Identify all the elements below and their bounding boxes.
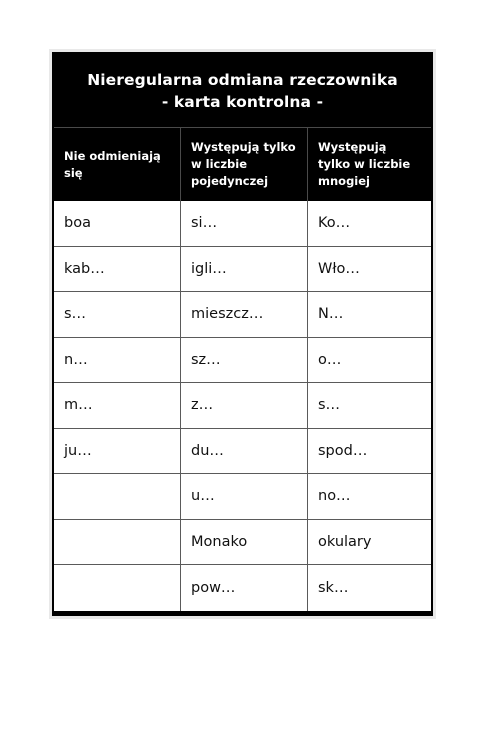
card-title <box>54 54 431 127</box>
cell-indeclinable: n… <box>54 338 181 383</box>
table-header <box>54 128 431 201</box>
cell-indeclinable <box>54 565 181 611</box>
table-row <box>54 565 431 611</box>
cell-singular-only: mieszcz… <box>181 292 308 337</box>
table-row <box>54 201 431 247</box>
control-card <box>52 52 433 616</box>
cell-plural-only: Ko… <box>318 215 351 232</box>
table-row <box>54 383 431 429</box>
table-body <box>54 201 431 611</box>
cell-singular-only: du… <box>181 429 308 474</box>
table-row <box>54 292 431 338</box>
cell-indeclinable: kab… <box>54 247 181 292</box>
header-indeclinable: Nie odmieniają się <box>54 128 181 201</box>
table-row <box>54 520 431 566</box>
cell-plural-only: N… <box>318 306 344 323</box>
table-row <box>54 474 431 520</box>
header-singular-only: Występują tylko w liczbie pojedynczej <box>181 128 308 201</box>
cell-plural-only: no… <box>318 488 351 505</box>
cell-indeclinable: boa <box>54 201 181 246</box>
cell-indeclinable: ju… <box>54 429 181 474</box>
cell-plural-only: o… <box>318 351 342 368</box>
cell-singular-only: u… <box>181 474 308 519</box>
title-line-2: - karta kontrolna - <box>161 92 324 111</box>
cell-indeclinable: s… <box>54 292 181 337</box>
cell-plural-only: okulary <box>318 533 372 550</box>
cell-singular-only: z… <box>181 383 308 428</box>
table-row <box>54 247 431 293</box>
cell-singular-only: si… <box>181 201 308 246</box>
cell-plural-only: sk… <box>318 579 349 596</box>
cell-indeclinable: m… <box>54 383 181 428</box>
table-row <box>54 429 431 475</box>
title-line-1: Nieregularna odmiana rzeczownika <box>87 70 398 89</box>
cell-indeclinable <box>54 520 181 565</box>
cell-plural-only: spod… <box>318 442 368 459</box>
cell-plural-only: s… <box>318 397 341 414</box>
cell-singular-only: igli… <box>181 247 308 292</box>
cell-plural-only: Wło… <box>318 260 360 277</box>
worksheet-page <box>49 49 436 619</box>
header-plural-only: Występują tylko w liczbie mnogiej <box>318 140 411 188</box>
cell-singular-only: sz… <box>181 338 308 383</box>
table-row <box>54 338 431 384</box>
cell-singular-only: Monako <box>181 520 308 565</box>
cell-indeclinable <box>54 474 181 519</box>
cell-singular-only: pow… <box>181 565 308 611</box>
